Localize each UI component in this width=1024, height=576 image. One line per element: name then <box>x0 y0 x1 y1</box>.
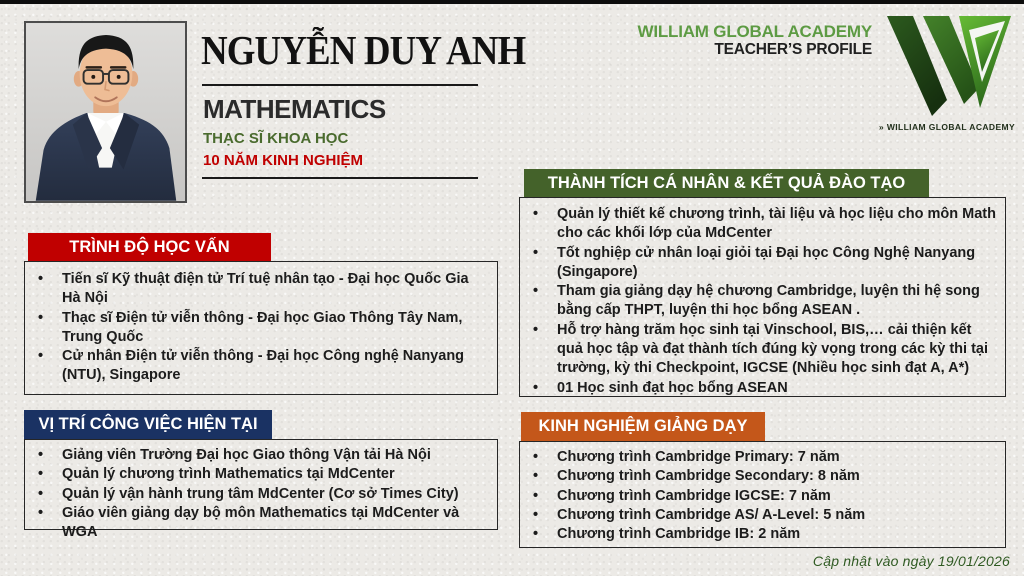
achievements-section-header: THÀNH TÍCH CÁ NHÂN & KẾT QUẢ ĐÀO TẠO <box>524 169 929 197</box>
achievements-section-body <box>519 197 1006 397</box>
logo-caption-text: WILLIAM GLOBAL ACADEMY <box>886 122 1016 132</box>
list-item: • Cử nhân Điện tử viễn thông - Đại học Công nghệ Nanyang (NTU), Singapore <box>25 347 491 386</box>
position-list <box>25 446 491 542</box>
list-item: • Giáo viên giảng dạy bộ môn Mathematics tại MdCenter và WGA <box>25 504 491 543</box>
teacher-name: NGUYỄN DUY ANH <box>201 27 526 73</box>
education-section-header: TRÌNH ĐỘ HỌC VẤN <box>28 233 271 261</box>
portrait-illustration <box>26 23 185 201</box>
subject-title: MATHEMATICS <box>203 94 386 124</box>
degree-label: THẠC SĨ KHOA HỌC <box>203 130 349 147</box>
position-section-body <box>24 439 498 541</box>
list-item: • Tiến sĩ Kỹ thuật điện tử Trí tuệ nhân tạo - Đại học Quốc Gia Hà Nội <box>25 270 491 309</box>
list-item: • Chương trình Cambridge Primary: 7 năm <box>520 448 999 467</box>
list-item: • Quản lý chương trình Mathematics tại MdCenter <box>25 465 491 484</box>
logo-arrow-icon: » <box>878 122 885 132</box>
achievements-list <box>520 205 999 398</box>
list-item: • Tốt nghiệp cử nhân loại giỏi tại Đại học Công Nghệ Nanyang (Singapore) <box>520 244 999 283</box>
teaching-section-header: KINH NGHIỆM GIẢNG DẠY <box>521 412 765 441</box>
education-list <box>25 270 491 386</box>
education-section-body <box>24 261 498 395</box>
academy-logo <box>878 16 1016 132</box>
list-item: • Chương trình Cambridge IB: 2 năm <box>520 525 999 544</box>
position-section-header: VỊ TRÍ CÔNG VIỆC HIỆN TẠI <box>24 410 272 439</box>
list-item: • Hỗ trợ hàng trăm học sinh tại Vinschool, BIS,… cải thiện kết quả học tập và đạt thành tích đúng kỳ vọng trong các kỳ thi tại trường, kỳ thi Checkpoint, IGCSE (Nhiều học sinh đạt A, A*) <box>520 321 999 379</box>
list-item: • Tham gia giảng dạy hệ chương Cambridge, luyện thi hệ song bằng cấp THPT, luyện thi học bổng ASEAN . <box>520 282 999 321</box>
logo-caption <box>878 122 1016 132</box>
list-item: • Chương trình Cambridge Secondary: 8 năm <box>520 467 999 486</box>
last-updated-note: Cập nhật vào ngày 19/01/2026 <box>812 553 1010 569</box>
list-item: • 01 Học sinh đạt học bổng ASEAN <box>520 379 999 398</box>
list-item: • Chương trình Cambridge AS/ A-Level: 5 năm <box>520 506 999 525</box>
list-item: • Quản lý vận hành trung tâm MdCenter (Cơ sở Times City) <box>25 485 491 504</box>
brand-block <box>540 22 872 58</box>
brand-academy-name: WILLIAM GLOBAL ACADEMY <box>637 22 872 41</box>
list-item: • Thạc sĩ Điện tử viễn thông - Đại học Giao Thông Tây Nam, Trung Quốc <box>25 309 491 348</box>
list-item: • Quản lý thiết kế chương trình, tài liệu và học liệu cho môn Math cho các khối lớp của MdCenter <box>520 205 999 244</box>
teaching-section-body <box>519 441 1006 548</box>
brand-profile-label: TEACHER’S PROFILE <box>714 41 872 59</box>
teacher-photo <box>24 21 187 203</box>
list-item: • Chương trình Cambridge IGCSE: 7 năm <box>520 487 999 506</box>
top-black-bar <box>0 0 1024 4</box>
experience-label: 10 NĂM KINH NGHIỆM <box>203 152 364 169</box>
list-item: • Giảng viên Trường Đại học Giao thông Vận tải Hà Nội <box>25 446 491 465</box>
name-underline <box>202 84 478 86</box>
teaching-list <box>520 448 999 544</box>
header-underline <box>202 177 478 179</box>
w-logo-icon <box>881 16 1013 120</box>
